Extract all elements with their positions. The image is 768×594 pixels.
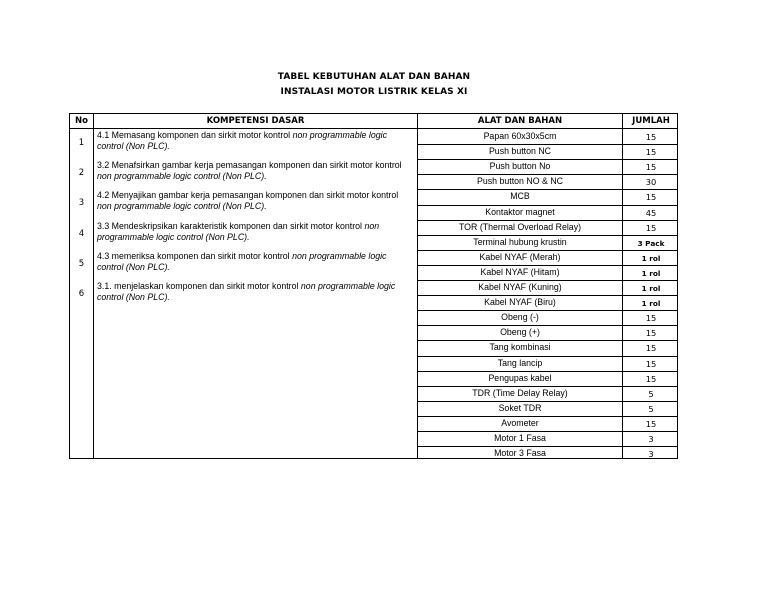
alat-item-qty: 1 rol (641, 284, 661, 293)
alat-item-qty: 30 (645, 177, 657, 188)
alat-item-name: Obeng (+) (500, 327, 540, 338)
kompetensi-italic: non programmable logic control (Non PLC). (97, 201, 267, 212)
alat-item-qty: 15 (645, 192, 657, 203)
kompetensi-text (97, 221, 415, 243)
alat-item-name: Motor 3 Fasa (494, 448, 546, 459)
kompetensi-no: 6 (78, 289, 85, 299)
alat-bahan-table (69, 113, 678, 459)
kompetensi-text (97, 130, 415, 152)
header-no: No (75, 116, 88, 126)
alat-item-qty: 15 (645, 222, 657, 233)
alat-item-qty: 15 (645, 162, 657, 173)
document-subtitle: INSTALASI MOTOR LISTRIK KELAS XI (280, 87, 468, 97)
alat-item-name: Soket TDR (498, 402, 542, 413)
kompetensi-no: 1 (78, 138, 85, 148)
alat-item-qty: 15 (645, 147, 657, 158)
alat-item-name: Motor 1 Fasa (494, 433, 546, 443)
alat-item-name: Push button NO & NC (476, 176, 564, 187)
alat-item-qty: 15 (645, 328, 657, 339)
alat-item-name: Tang kombinasi (489, 342, 551, 353)
alat-item-name: Kabel NYAF (Hitam) (480, 266, 560, 277)
kompetensi-text (97, 281, 415, 303)
alat-item-qty: 5 (648, 403, 654, 414)
alat-item-name: Kabel NYAF (Merah) (479, 251, 561, 262)
kompetensi-italic: non programmable logic control (Non PLC). (97, 130, 387, 151)
header-kompetensi: KOMPETENSI DASAR (206, 116, 305, 126)
document-title: TABEL KEBUTUHAN ALAT DAN BAHAN (277, 72, 471, 82)
column-divider (93, 114, 94, 458)
kompetensi-no: 3 (78, 198, 85, 209)
kompetensi-text (97, 160, 415, 182)
alat-item-name: Kabel NYAF (Kuning) (478, 282, 562, 292)
kompetensi-italic: non programmable logic control (Non PLC). (97, 171, 267, 182)
kompetensi-desc: 3.3 Mendeskripsikan karakteristik komponen dan sirkit motor kontrol (97, 220, 365, 231)
alat-item-qty: 3 (648, 434, 654, 444)
kompetensi-text (97, 251, 415, 273)
alat-item-name: Kontaktor magnet (485, 206, 555, 217)
header-jumlah: JUMLAH (632, 116, 670, 126)
alat-item-qty: 15 (645, 373, 657, 384)
alat-item-name: MCB (510, 191, 530, 202)
kompetensi-desc: 3.2 Menafsirkan gambar kerja pemasangan komponen dan sirkit motor kontrol (97, 160, 402, 171)
alat-item-name: TOR (Thermal Overload Relay) (458, 221, 582, 232)
alat-item-qty: 15 (645, 132, 657, 142)
alat-item-name: Push button NC (488, 146, 552, 157)
alat-item-qty: 15 (645, 358, 657, 369)
alat-item-qty: 15 (645, 343, 657, 354)
kompetensi-no: 5 (78, 258, 85, 269)
alat-item-qty: 3 Pack (637, 238, 665, 248)
kompetensi-italic: non programmable logic control (Non PLC). (97, 281, 396, 302)
kompetensi-text (97, 190, 415, 212)
alat-item-name: Avometer (501, 417, 539, 428)
header-alat: ALAT DAN BAHAN (477, 116, 563, 126)
alat-item-name: Papan 60x30x5cm (483, 131, 557, 141)
kompetensi-desc: 4.1 Memasang komponen dan sirkit motor kontrol (97, 130, 293, 140)
kompetensi-no: 4 (78, 228, 85, 239)
alat-item-name: Push button No (489, 161, 551, 172)
alat-item-name: Obeng (-) (501, 312, 539, 323)
alat-item-qty: 1 rol (641, 268, 661, 278)
alat-item-name: Kabel NYAF (Biru) (484, 297, 556, 308)
alat-item-qty: 5 (648, 388, 654, 399)
alat-item-name: Terminal hubung krustin (473, 236, 567, 247)
alat-item-qty: 3 (648, 449, 654, 460)
kompetensi-italic: non programmable logic control (Non PLC). (97, 220, 380, 242)
alat-item-qty: 15 (645, 313, 657, 324)
alat-item-qty: 1 rol (641, 299, 661, 309)
kompetensi-italic: non programmable logic control (Non PLC). (97, 250, 387, 272)
kompetensi-desc: 4.3 memeriksa komponen dan sirkit motor kontrol (97, 250, 293, 261)
alat-item-name: TDR (Time Delay Relay) (472, 387, 568, 398)
kompetensi-no: 2 (78, 168, 85, 179)
alat-item-qty: 1 rol (641, 253, 661, 263)
alat-item-qty: 45 (645, 207, 657, 218)
alat-item-name: Pengupas kabel (488, 372, 552, 383)
kompetensi-desc: 3.1. menjelaskan komponen dan sirkit motor kontrol (97, 281, 301, 291)
kompetensi-desc: 4.2 Menyajikan gambar kerja pemasangan komponen dan sirkit motor kontrol (97, 190, 399, 201)
alat-item-name: Tang lancip (497, 357, 543, 368)
alat-item-qty: 15 (645, 418, 657, 429)
